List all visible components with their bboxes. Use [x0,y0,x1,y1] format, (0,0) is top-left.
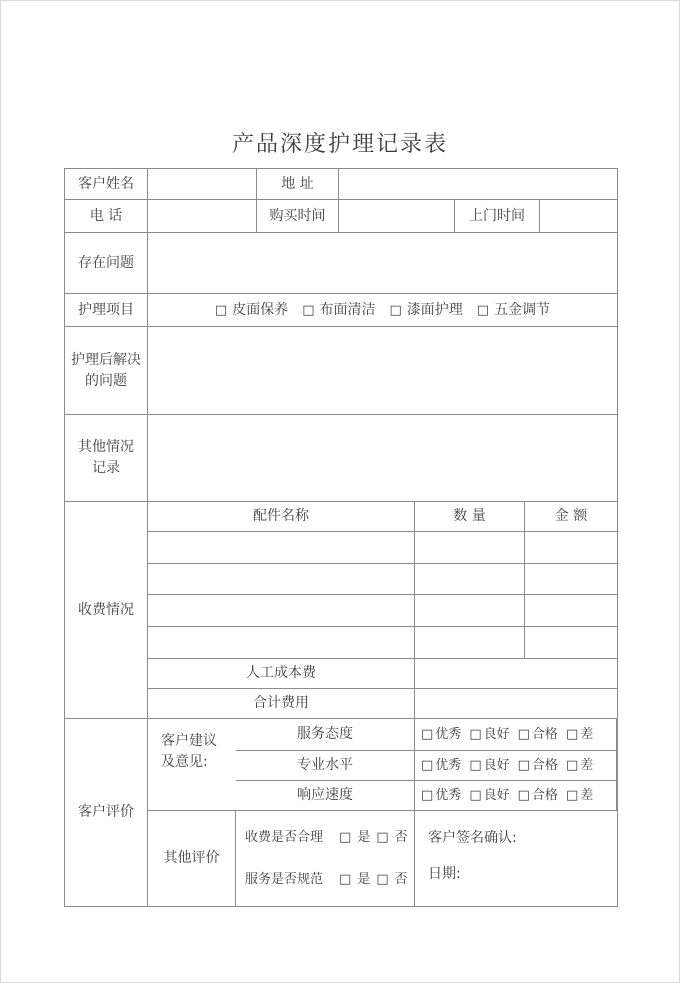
question-charge-reasonable [245,828,410,848]
customer-info-row-1 [65,169,617,200]
criterion-response-speed-label: 响应速度 [236,781,415,811]
checkbox-icon[interactable]: □ [517,788,530,803]
customer-info-row-2 [65,200,617,233]
checkbox-icon[interactable]: □ [302,302,315,318]
total-cost-label: 合计费用 [148,689,415,719]
question-label: 收费是否合理 [245,830,324,845]
suggestion-label: 客户建议及意见: [161,733,217,770]
evaluation-section [65,719,617,906]
rating-option-label: 优秀 [435,787,462,803]
checkbox-icon[interactable]: □ [421,727,434,742]
checkbox-icon[interactable]: □ [376,830,389,846]
rating-option [469,725,509,745]
charges-section [65,502,617,719]
page-title: 产品深度护理记录表 [231,132,448,157]
care-option-label: 皮面保养 [232,301,289,318]
accessory-name-field[interactable] [148,595,415,627]
checkbox-icon[interactable]: □ [339,830,352,846]
accessory-amount-field[interactable] [525,564,617,595]
rating-option-label: 差 [580,757,594,773]
visit-time-label: 上门时间 [455,200,540,233]
accessory-name-field[interactable] [148,627,415,659]
no-option-label: 否 [394,830,408,845]
response-speed-rating-options [415,781,617,811]
rating-option-label: 优秀 [435,757,462,773]
accessory-amount-field[interactable] [525,532,617,564]
accessory-amount-header: 金 额 [525,502,617,532]
checkbox-icon[interactable]: □ [517,727,530,742]
rating-option-label: 优秀 [435,726,462,742]
address-label: 地 址 [257,169,339,200]
care-items-label: 护理项目 [65,294,148,327]
care-option-label: 漆面护理 [406,301,463,318]
accessory-amount-field[interactable] [525,627,617,659]
customer-name-field[interactable] [148,169,257,200]
checkbox-icon[interactable]: □ [376,871,389,887]
accessory-qty-field[interactable] [415,532,525,564]
rating-option [518,756,558,776]
yes-option-label: 是 [357,871,371,887]
care-option-paint [390,300,463,321]
rating-option [518,786,558,806]
accessory-name-header: 配件名称 [148,502,415,532]
rating-option-label: 良好 [483,787,510,803]
checkbox-icon[interactable]: □ [565,727,579,742]
suggestion-cell[interactable] [148,719,236,811]
accessory-qty-field[interactable] [415,564,525,595]
accessory-qty-header: 数 量 [415,502,525,532]
question-label: 服务是否规范 [245,871,324,887]
accessory-name-field[interactable] [148,564,415,595]
care-option-label: 布面清洁 [319,301,376,318]
evaluation-label: 客户评价 [65,719,148,906]
labor-cost-label: 人工成本费 [148,659,415,689]
checkbox-icon[interactable]: □ [565,758,579,773]
question-service-standard [245,870,410,890]
rating-option [518,725,558,745]
accessory-amount-field[interactable] [525,595,617,627]
solved-problems-field[interactable] [148,327,617,415]
visit-time-field[interactable] [540,200,617,233]
date-label: 日期: [428,866,461,882]
total-cost-field[interactable] [415,689,617,719]
accessory-qty-field[interactable] [415,627,525,659]
accessory-qty-field[interactable] [415,595,525,627]
problems-label: 存在问题 [65,233,148,294]
rating-option [421,725,461,745]
problems-field[interactable] [148,233,617,294]
checkbox-icon[interactable]: □ [469,727,482,742]
care-option-leather [215,300,288,321]
criterion-service-attitude-label: 服务态度 [236,719,415,751]
rating-option-label: 差 [580,726,594,742]
other-notes-field[interactable] [148,415,617,502]
checkbox-icon[interactable]: □ [469,788,482,803]
care-items-row [65,294,617,327]
checkbox-icon[interactable]: □ [421,788,434,803]
yes-option-label: 是 [357,830,371,845]
other-evaluation-label: 其他评价 [148,811,236,906]
checkbox-icon[interactable]: □ [421,758,434,773]
address-field[interactable] [339,169,617,200]
care-option-label: 五金调节 [494,301,551,318]
other-notes-row [65,415,617,502]
signature-cell[interactable] [415,811,617,906]
rating-option [469,756,509,776]
solved-problems-row [65,327,617,415]
rating-option-label: 合格 [531,787,558,803]
rating-option-label: 良好 [483,726,510,742]
care-items-options [148,294,617,327]
accessory-name-field[interactable] [148,532,415,564]
charges-label: 收费情况 [65,502,148,719]
solved-problems-label: 护理后解决 的问题 [65,327,148,415]
checkbox-icon[interactable]: □ [339,871,352,887]
rating-option-label: 合格 [531,726,558,742]
rating-option [421,756,461,776]
checkbox-icon[interactable]: □ [517,758,530,773]
professional-level-rating-options [415,751,617,781]
care-option-fabric [302,300,375,321]
phone-field[interactable] [148,200,257,233]
rating-option [566,756,593,776]
phone-label: 电 话 [65,200,148,233]
other-notes-label: 其他情况 记录 [65,415,148,502]
checkbox-icon[interactable]: □ [476,302,490,318]
other-evaluation-questions [236,811,415,906]
rating-option [469,786,509,806]
purchase-time-field[interactable] [339,200,455,233]
customer-name-label: 客户姓名 [65,169,148,200]
rating-option [421,786,461,806]
labor-cost-field[interactable] [415,659,617,689]
care-option-hardware [477,300,550,321]
checkbox-icon[interactable]: □ [565,788,579,803]
problems-row [65,233,617,294]
care-record-table [64,168,618,907]
service-attitude-rating-options [415,719,617,751]
rating-option [566,786,593,806]
rating-option-label: 差 [580,787,594,803]
rating-option [566,725,593,745]
checkbox-icon[interactable]: □ [389,302,402,318]
checkbox-icon[interactable]: □ [469,758,482,773]
criterion-professional-level-label: 专业水平 [236,751,415,781]
no-option-label: 否 [394,871,408,887]
rating-option-label: 合格 [531,757,558,773]
purchase-time-label: 购买时间 [257,200,339,233]
checkbox-icon[interactable]: □ [214,302,228,318]
signature-label: 客户签名确认: [428,830,517,846]
rating-option-label: 良好 [483,757,510,773]
